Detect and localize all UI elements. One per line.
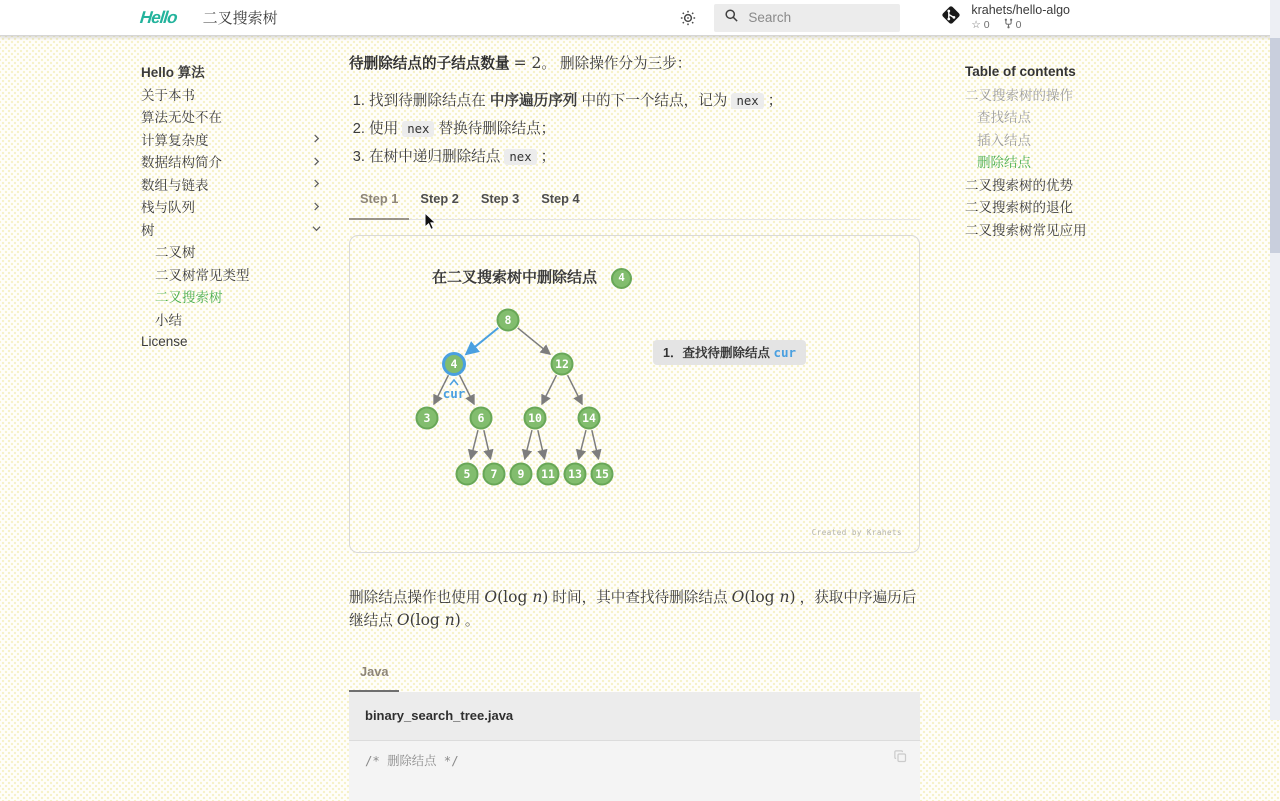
step-tab-bar [349, 185, 920, 220]
figure-title: 在二叉搜索树中删除结点 [432, 269, 598, 286]
table-of-contents [957, 48, 1150, 801]
repo-link[interactable] [940, 3, 1070, 31]
svg-text:14: 14 [582, 411, 596, 425]
svg-text:7: 7 [490, 467, 498, 481]
sidebar-item-label: 二叉树 [155, 245, 196, 261]
svg-text:8: 8 [504, 313, 512, 327]
header [0, 0, 1280, 36]
sidebar-item[interactable] [141, 240, 349, 263]
tab-java[interactable]: Java [349, 658, 399, 692]
page-title: 二叉搜索树 [202, 10, 278, 27]
fork-icon [1004, 18, 1013, 32]
figure-panel [349, 235, 920, 553]
toc-item[interactable]: 二叉搜索树常见应用 [965, 222, 1087, 238]
sidebar-item[interactable] [141, 218, 349, 241]
sidebar-item-label: 关于本书 [141, 87, 195, 103]
sidebar-item[interactable] [141, 105, 349, 128]
sidebar-item[interactable] [141, 173, 349, 196]
sidebar-item[interactable] [141, 60, 349, 83]
git-icon [940, 4, 962, 31]
svg-text:6: 6 [477, 411, 485, 425]
inline-code: nex [504, 149, 536, 165]
step-tab[interactable]: Step 2 [420, 191, 459, 206]
svg-text:10: 10 [528, 411, 542, 425]
fork-count: 0 [1015, 18, 1022, 31]
toc-title: Table of contents [965, 63, 1076, 79]
svg-text:13: 13 [568, 467, 582, 481]
page-grid [130, 48, 1150, 801]
repo-texts [971, 3, 1070, 31]
scrollbar-track[interactable] [1270, 0, 1280, 720]
toc-item[interactable]: 插入结点 [977, 132, 1031, 148]
code-body [349, 741, 920, 801]
sidebar-nav [130, 48, 349, 801]
svg-text:4: 4 [450, 357, 458, 371]
code-block [349, 692, 920, 801]
repo-stats [971, 18, 1070, 32]
chevron-right-icon [312, 154, 321, 169]
sidebar-item-label: 数组与链表 [141, 177, 209, 193]
deletion-steps-list [369, 91, 920, 167]
step-tab[interactable]: Step 1 [349, 185, 409, 220]
figure-credit: Created by Krahets [811, 528, 902, 537]
chevron-right-icon [312, 176, 321, 191]
theme-toggle-sun-icon[interactable] [679, 9, 697, 27]
sidebar-item-label: 二叉树常见类型 [155, 267, 250, 283]
svg-text:3: 3 [423, 411, 431, 425]
figure-title-row [432, 267, 632, 289]
toc-item[interactable]: 查找结点 [977, 110, 1031, 126]
search-box [714, 4, 900, 32]
complexity-paragraph: 删除结点操作也使用 O(log n) 时间，其中查找待删除结点 O(log n) ，获取中序遍历后继结点 O(log n) 。 [349, 588, 917, 629]
sidebar-item[interactable] [141, 150, 349, 173]
repo-name: krahets/hello-algo [971, 3, 1070, 18]
sidebar-item-label: 树 [141, 222, 155, 238]
copy-icon[interactable] [893, 749, 908, 771]
chevron-right-icon [312, 199, 321, 214]
sidebar-item[interactable] [141, 263, 349, 286]
sidebar-item[interactable] [141, 330, 349, 353]
toc-item[interactable]: 二叉搜索树的操作 [965, 87, 1073, 103]
sidebar-item-label: 计算复杂度 [141, 132, 209, 148]
inline-code: nex [731, 93, 763, 109]
search-input[interactable] [748, 10, 878, 25]
list-item: 1. 找到待删除结点在 中序遍历序列 中的下一个结点，记为 nex ； [369, 91, 920, 111]
step-tab[interactable]: Step 3 [480, 191, 520, 206]
star-count: 0 [983, 18, 990, 31]
toc-list [965, 83, 1150, 241]
sidebar-item[interactable] [141, 128, 349, 151]
sidebar-item-label: 算法无处不在 [141, 110, 222, 126]
inline-code: nex [402, 121, 434, 137]
svg-text:15: 15 [595, 467, 609, 481]
sidebar-item[interactable] [141, 195, 349, 218]
svg-text:cur: cur [442, 386, 466, 401]
svg-text:11: 11 [541, 467, 555, 481]
sidebar-item-label: Hello 算法 [141, 65, 205, 81]
sidebar-item-label: 数据结构简介 [141, 155, 222, 171]
caption-code-cur: cur [773, 344, 797, 360]
toc-item[interactable]: 二叉搜索树的退化 [965, 200, 1073, 216]
toc-item[interactable]: 二叉搜索树的优势 [965, 177, 1073, 193]
code-lang-tab-bar [349, 658, 920, 692]
code-comment-line: /* 删除结点 */ [365, 754, 459, 768]
site-logo[interactable]: Hello [139, 7, 178, 27]
main-content [349, 48, 957, 801]
sidebar-item[interactable] [141, 285, 349, 308]
search-icon [724, 8, 739, 28]
sidebar-item-label: License [141, 333, 188, 349]
svg-text:5: 5 [463, 467, 471, 481]
svg-text:12: 12 [555, 357, 569, 371]
star-icon: ☆ [971, 18, 981, 31]
list-item: 3. 在树中递归删除结点 nex ； [369, 147, 920, 167]
target-node-badge: 4 [611, 268, 632, 289]
intro-paragraph: 待删除结点的子结点数量 = 2。 删除操作分为三步： [349, 54, 692, 72]
sidebar-item-label: 小结 [155, 312, 182, 328]
sidebar-item[interactable] [141, 83, 349, 106]
sidebar-item-label: 二叉搜索树 [155, 290, 223, 306]
code-filename: binary_search_tree.java [349, 692, 920, 741]
svg-text:9: 9 [517, 467, 525, 481]
scrollbar-thumb[interactable] [1270, 38, 1280, 253]
sidebar-item[interactable] [141, 308, 349, 331]
step-tab[interactable]: Step 4 [541, 191, 580, 206]
chevron-right-icon [312, 131, 321, 146]
toc-item[interactable]: 删除结点 [977, 155, 1031, 171]
list-item: 2. 使用 nex 替换待删除结点； [369, 119, 920, 139]
sidebar-item-label: 栈与队列 [141, 200, 195, 216]
figure-caption: 1．查找待删除结点 cur [653, 340, 806, 365]
header-right [679, 3, 1070, 31]
chevron-down-icon [312, 221, 321, 236]
